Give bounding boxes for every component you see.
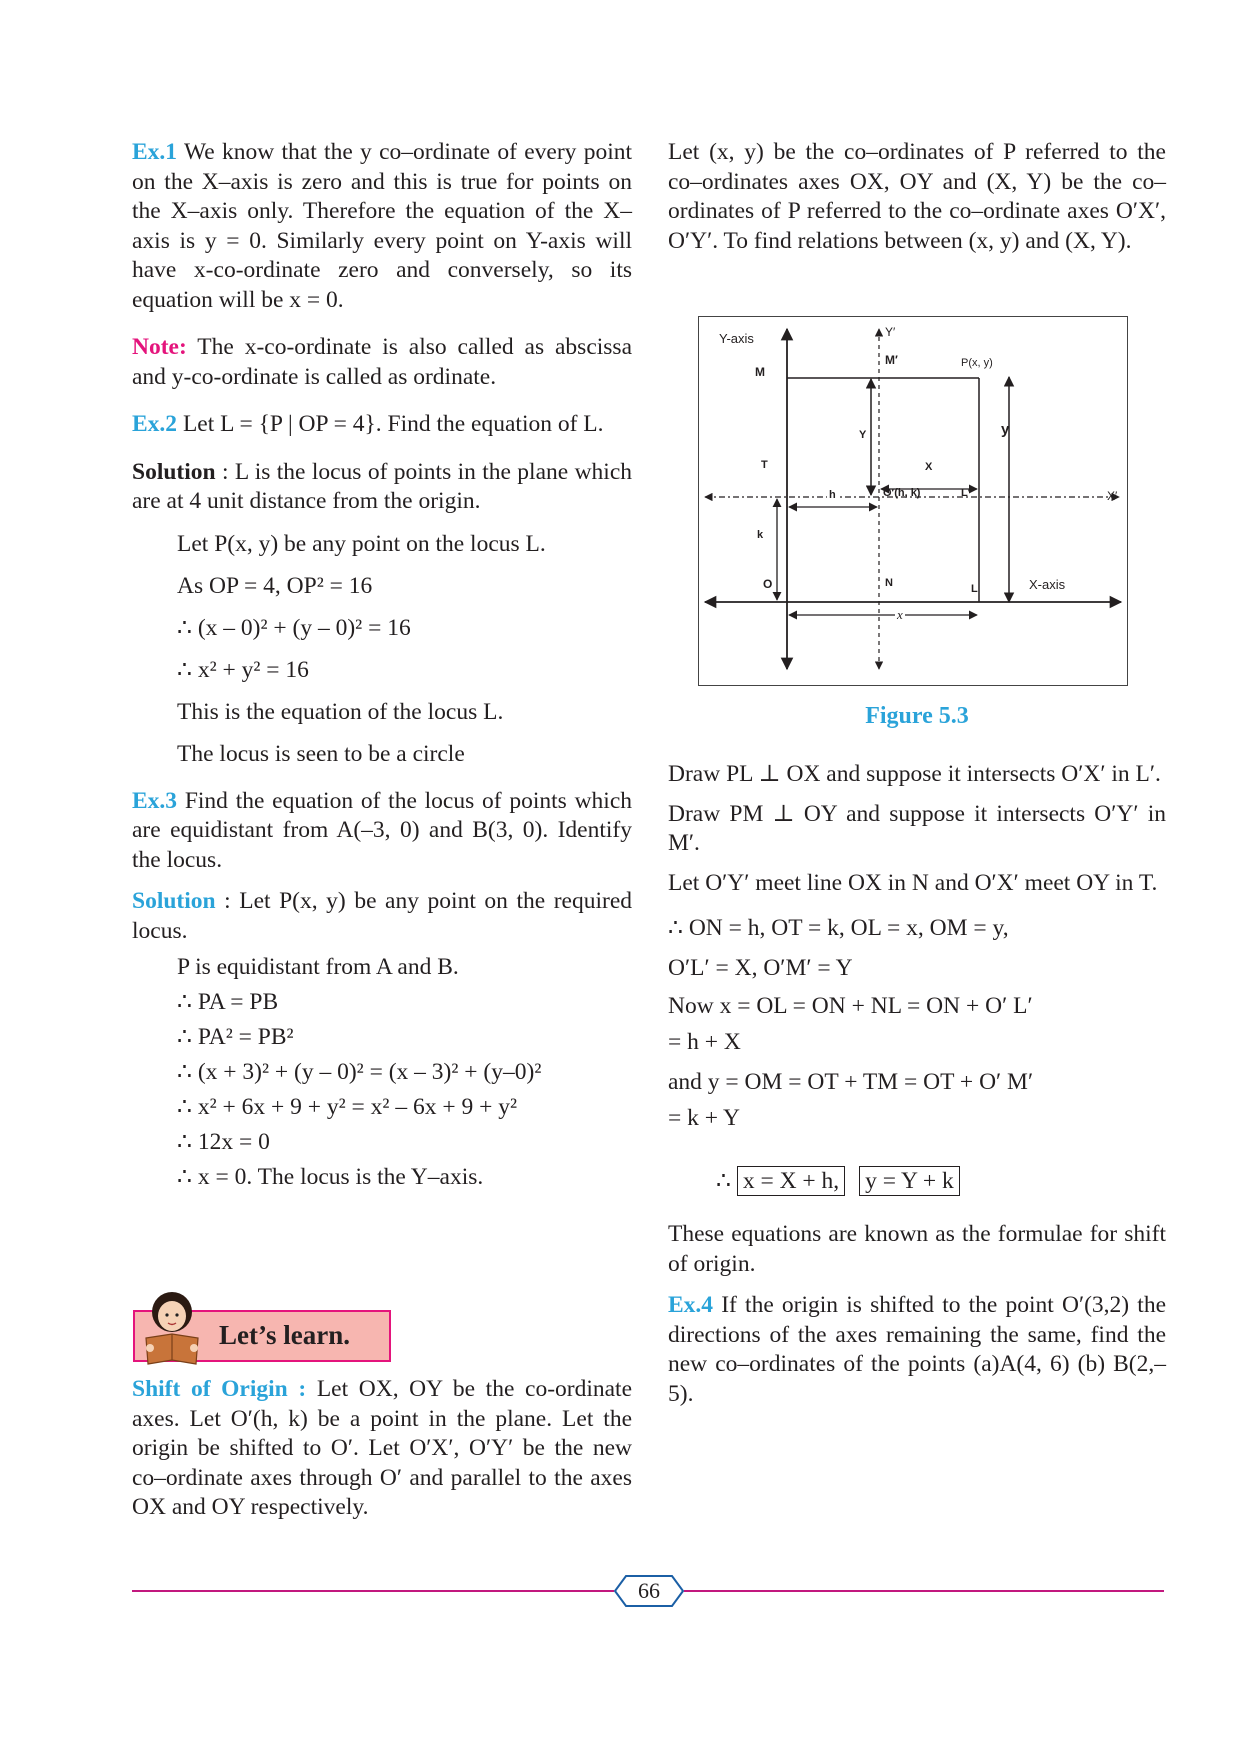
ex4-label: Ex.4 <box>668 1292 714 1318</box>
fig-label-m: M <box>755 365 765 379</box>
derivation-eq: ∴ ON = h, OT = k, OL = x, OM = y, <box>668 915 1009 941</box>
fig-label-p: P(x, y) <box>961 357 993 369</box>
derivation-line: Draw PM ⊥ OY and suppose it intersects O′Y′ in M′. <box>668 800 1166 856</box>
derivation-line: Let O′Y′ meet line OX in N and O′X′ meet OY in T. <box>668 869 1158 896</box>
ex3-paragraph <box>132 787 632 876</box>
solution3-text: : Let P(x, y) be any point on the required locus. <box>132 888 633 944</box>
right-derivation <box>668 760 1166 1409</box>
figure-caption: Figure 5.3 <box>865 703 969 729</box>
ex4-text: If the origin is shifted to the point O′(3,2) the directions of the axes remaining the same, find the new co–ordinates of the points (a)A(4, 6) (b) B(2,–5). <box>668 1292 1166 1407</box>
left-column <box>132 138 632 1195</box>
shift-origin-block <box>132 1375 632 1523</box>
result-formulae <box>716 1166 1166 1196</box>
ex3-text: Find the equation of the locus of points which are equidistant from A(–3, 0) and B(3, 0). Identify the locus. <box>132 787 633 873</box>
solution3-line: ∴ (x + 3)² + (y – 0)² = (x – 3)² + (y–0)² <box>177 1059 542 1085</box>
solution3-line: ∴ PA = PB <box>177 989 279 1015</box>
solution2-text: : L is the locus of points in the plane which are at 4 unit distance from the origin. <box>132 458 633 514</box>
solution2-paragraph <box>132 458 632 517</box>
fig-label-Y: Y <box>859 429 867 441</box>
solution3-line: ∴ x = 0. The locus is the Y–axis. <box>177 1164 484 1190</box>
footer-rule-left <box>132 1590 614 1592</box>
ex2-paragraph <box>132 410 632 440</box>
fig-label-m-prime: M′ <box>885 353 898 367</box>
fig-label-y-prime: Y′ <box>885 325 896 339</box>
derivation-eq: O′L′ = X, O′M′ = Y <box>668 955 853 981</box>
fig-label-t: T <box>761 459 768 471</box>
fig-label-k: k <box>757 529 764 541</box>
solution2-line: Let P(x, y) be any point on the locus L. <box>177 530 546 557</box>
derivation-eq: = h + X <box>668 1029 741 1055</box>
fig-label-l-prime: L′ <box>961 487 971 499</box>
solution2-line: ∴ (x – 0)² + (y – 0)² = 16 <box>177 614 411 641</box>
derivation-eq: = k + Y <box>668 1105 740 1131</box>
solution3-line: P is equidistant from A and B. <box>177 954 459 980</box>
fig-label-x-axis: X-axis <box>1029 577 1066 592</box>
formulae-text: These equations are known as the formulae for shift of origin. <box>668 1221 1166 1277</box>
solution3-line: ∴ 12x = 0 <box>177 1129 270 1155</box>
therefore-symbol: ∴ <box>716 1168 731 1194</box>
fig-label-n: N <box>885 577 893 589</box>
shift-origin-label: Shift of Origin : <box>132 1376 307 1402</box>
footer-rule-right <box>684 1590 1164 1592</box>
solution3-line: ∴ PA² = PB² <box>177 1024 294 1050</box>
derivation-line: Draw PL ⊥ OX and suppose it intersects O′X′ in L′. <box>668 761 1161 787</box>
fig-label-o-prime: O′(h, k) <box>883 487 921 499</box>
ex4-paragraph <box>668 1291 1166 1409</box>
reading-girl-icon <box>136 1290 208 1368</box>
fig-label-h: h <box>829 489 836 501</box>
intro-paragraph: Let (x, y) be the co–ordinates of P referred to the co–ordinates axes OX, OY and (X, Y) be the co–ordinates of P referred to the co–ordinate axes O′X′, O′Y′. To find relations between (x, y) and (X, Y). <box>668 139 1166 254</box>
derivation-eq: and y = OM = OT + TM = OT + O′ M′ <box>668 1069 1034 1095</box>
ex3-label: Ex.3 <box>132 787 178 814</box>
solution2-line: As OP = 4, OP² = 16 <box>177 572 373 599</box>
shift-origin-text: Let OX, OY be the co-ordinate axes. Let O′(h, k) be a point in the plane. Let the origin be shifted to O′. Let O′X′, O′Y′ be the new co–ordinate axes through O′ and parallel to the axes OX and OY respectively. <box>132 1376 633 1520</box>
ex1-paragraph <box>132 138 632 315</box>
lets-learn-label: Let’s learn. <box>219 1320 350 1350</box>
formula-box-x: x = X + h, <box>737 1166 845 1196</box>
derivation-eq: Now x = OL = ON + NL = ON + O′ L′ <box>668 993 1033 1019</box>
fig-label-x-small: x <box>897 607 903 622</box>
note-paragraph <box>132 333 632 392</box>
right-column <box>668 138 1166 256</box>
solution3-label: Solution <box>132 888 216 914</box>
fig-label-x-prime: X′ <box>1107 489 1118 503</box>
solution3-paragraph <box>132 887 632 946</box>
ex2-label: Ex.2 <box>132 411 178 437</box>
formula-box-y: y = Y + k <box>859 1166 960 1196</box>
solution2-line: The locus is seen to be a circle <box>177 740 465 767</box>
figure-5-3 <box>698 316 1128 686</box>
fig-label-X: X <box>925 461 933 473</box>
solution3-line: ∴ x² + 6x + 9 + y² = x² – 6x + 9 + y² <box>177 1094 518 1120</box>
fig-label-l: L <box>971 583 978 595</box>
fig-label-y-small: y <box>1001 421 1010 438</box>
ex2-text: Let L = {P | OP = 4}. Find the equation of L. <box>182 411 604 437</box>
note-label: Note: <box>132 334 187 360</box>
solution2-label: Solution <box>132 458 216 485</box>
page-number: 66 <box>638 1578 660 1603</box>
ex1-text: We know that the y co–ordinate of every point on the X–axis is zero and this is true for points on the X–axis only. Therefore the equation of the X–axis is y = 0. Similarly every point on Y-axis will have x-co-ordinate zero and conversely, so its equation will be x = 0. <box>132 139 632 313</box>
fig-label-o: O <box>763 577 773 591</box>
ex1-label: Ex.1 <box>132 139 178 165</box>
note-text: The x-co-ordinate is also called as abscissa and y-co-ordinate is called as ordinate. <box>132 334 633 390</box>
solution2-line: ∴ x² + y² = 16 <box>177 656 309 683</box>
solution2-line: This is the equation of the locus L. <box>177 698 504 725</box>
shift-origin-paragraph <box>132 1375 632 1523</box>
fig-label-y-axis: Y-axis <box>719 331 754 346</box>
